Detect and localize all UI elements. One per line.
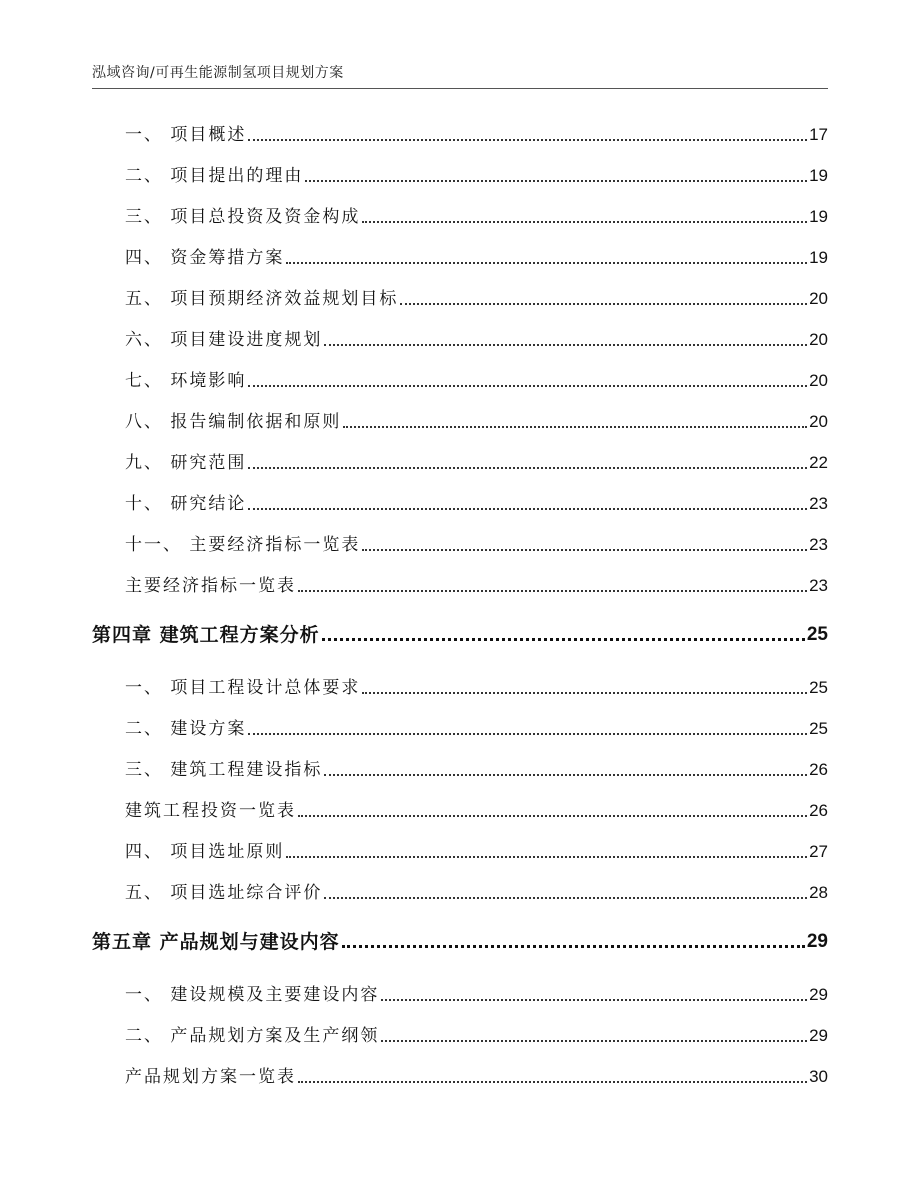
toc-entry-label: 六、 项目建设进度规划 — [125, 330, 323, 350]
toc-leader-dots — [324, 774, 807, 776]
toc-entry-page: 23 — [809, 535, 828, 554]
toc-leader-dots — [381, 1040, 807, 1042]
toc-entry-page: 26 — [809, 801, 828, 820]
toc-leader-dots — [248, 467, 807, 469]
toc-entry-label: 产品规划方案一览表 — [125, 1067, 296, 1087]
toc-leader-dots — [298, 590, 807, 592]
toc-leader-dots — [324, 344, 807, 346]
toc-chapter-entry[interactable] — [92, 624, 828, 646]
toc-entry[interactable] — [125, 411, 828, 433]
toc-entry[interactable] — [125, 370, 828, 392]
toc-entry-label: 一、 项目工程设计总体要求 — [125, 678, 361, 698]
toc-entry[interactable] — [125, 452, 828, 474]
header-rule — [92, 88, 828, 89]
toc-entry[interactable] — [125, 718, 828, 740]
toc-entry[interactable] — [125, 1025, 828, 1047]
toc-entry[interactable] — [125, 165, 828, 187]
toc-entry-label: 二、 建设方案 — [125, 719, 247, 739]
toc-entry-page: 20 — [809, 289, 828, 308]
toc-entry-label: 九、 研究范围 — [125, 453, 247, 473]
toc-entry-page: 29 — [809, 985, 828, 1004]
toc-leader-dots — [298, 1081, 807, 1083]
toc-chapter-entry[interactable] — [92, 931, 828, 953]
toc-entry[interactable] — [125, 493, 828, 515]
toc-entry-page: 20 — [809, 330, 828, 349]
toc-entry-page: 25 — [809, 678, 828, 697]
toc-entry[interactable] — [125, 575, 828, 597]
toc-leader-dots — [362, 549, 807, 551]
toc-entry-label: 主要经济指标一览表 — [125, 576, 296, 596]
toc-entry-page: 17 — [809, 125, 828, 144]
toc-entry-page: 20 — [809, 371, 828, 390]
toc-entry-label: 一、 项目概述 — [125, 125, 247, 145]
toc-entry-label: 七、 环境影响 — [125, 371, 247, 391]
toc-entry[interactable] — [125, 534, 828, 556]
toc-entry[interactable] — [125, 206, 828, 228]
toc-entry-label: 十一、 主要经济指标一览表 — [125, 535, 361, 555]
toc-leader-dots — [286, 856, 807, 858]
toc-entry-page: 27 — [809, 842, 828, 861]
toc-leader-dots — [322, 638, 805, 641]
toc-entry-page: 23 — [809, 576, 828, 595]
toc-entry[interactable] — [125, 247, 828, 269]
toc-entry-label: 二、 项目提出的理由 — [125, 166, 304, 186]
toc-leader-dots — [342, 945, 805, 948]
toc-entry[interactable] — [125, 124, 828, 146]
toc-entry-label: 十、 研究结论 — [125, 494, 247, 514]
toc-entry-page: 23 — [809, 494, 828, 513]
toc-entry[interactable] — [125, 984, 828, 1006]
toc-entry[interactable] — [125, 800, 828, 822]
toc-entry-page: 30 — [809, 1067, 828, 1086]
toc-entry-page: 29 — [809, 1026, 828, 1045]
toc-leader-dots — [343, 426, 807, 428]
toc-entry-label: 四、 项目选址原则 — [125, 842, 285, 862]
toc-chapter-page: 29 — [806, 931, 828, 952]
toc-entry-page: 22 — [809, 453, 828, 472]
toc-entry[interactable] — [125, 329, 828, 351]
toc-entry[interactable] — [125, 759, 828, 781]
toc-entry-page: 26 — [809, 760, 828, 779]
toc-entry-page: 25 — [809, 719, 828, 738]
toc-entry-label: 三、 建筑工程建设指标 — [125, 760, 323, 780]
toc-chapter-label: 第四章 建筑工程方案分析 — [92, 624, 320, 646]
toc-leader-dots — [248, 733, 807, 735]
toc-leader-dots — [248, 508, 807, 510]
toc-entry-label: 建筑工程投资一览表 — [125, 801, 296, 821]
toc-leader-dots — [400, 303, 807, 305]
toc-entry-label: 五、 项目预期经济效益规划目标 — [125, 289, 399, 309]
toc-entry-label: 五、 项目选址综合评价 — [125, 883, 323, 903]
toc-entry[interactable] — [125, 882, 828, 904]
toc-leader-dots — [248, 139, 807, 141]
toc-chapter-label: 第五章 产品规划与建设内容 — [92, 931, 340, 953]
toc-entry-label: 一、 建设规模及主要建设内容 — [125, 985, 380, 1005]
toc-entry-page: 20 — [809, 412, 828, 431]
toc-leader-dots — [286, 262, 807, 264]
toc-entry[interactable] — [125, 1066, 828, 1088]
toc-leader-dots — [362, 221, 807, 223]
toc-chapter-page: 25 — [806, 624, 828, 645]
toc-entry-page: 28 — [809, 883, 828, 902]
toc-leader-dots — [305, 180, 807, 182]
toc-entry[interactable] — [125, 841, 828, 863]
toc-leader-dots — [381, 999, 807, 1001]
toc-entry-page: 19 — [809, 166, 828, 185]
toc-entry-page: 19 — [809, 207, 828, 226]
toc-entry-label: 四、 资金筹措方案 — [125, 248, 285, 268]
toc-leader-dots — [362, 692, 807, 694]
toc-entry-page: 19 — [809, 248, 828, 267]
toc-entry-label: 三、 项目总投资及资金构成 — [125, 207, 361, 227]
running-header: 泓域咨询/可再生能源制氢项目规划方案 — [92, 65, 344, 81]
toc-leader-dots — [248, 385, 807, 387]
toc-entry[interactable] — [125, 677, 828, 699]
toc-entry-label: 八、 报告编制依据和原则 — [125, 412, 342, 432]
toc-leader-dots — [298, 815, 807, 817]
toc-entry-label: 二、 产品规划方案及生产纲领 — [125, 1026, 380, 1046]
toc-entry[interactable] — [125, 288, 828, 310]
toc-leader-dots — [324, 897, 807, 899]
